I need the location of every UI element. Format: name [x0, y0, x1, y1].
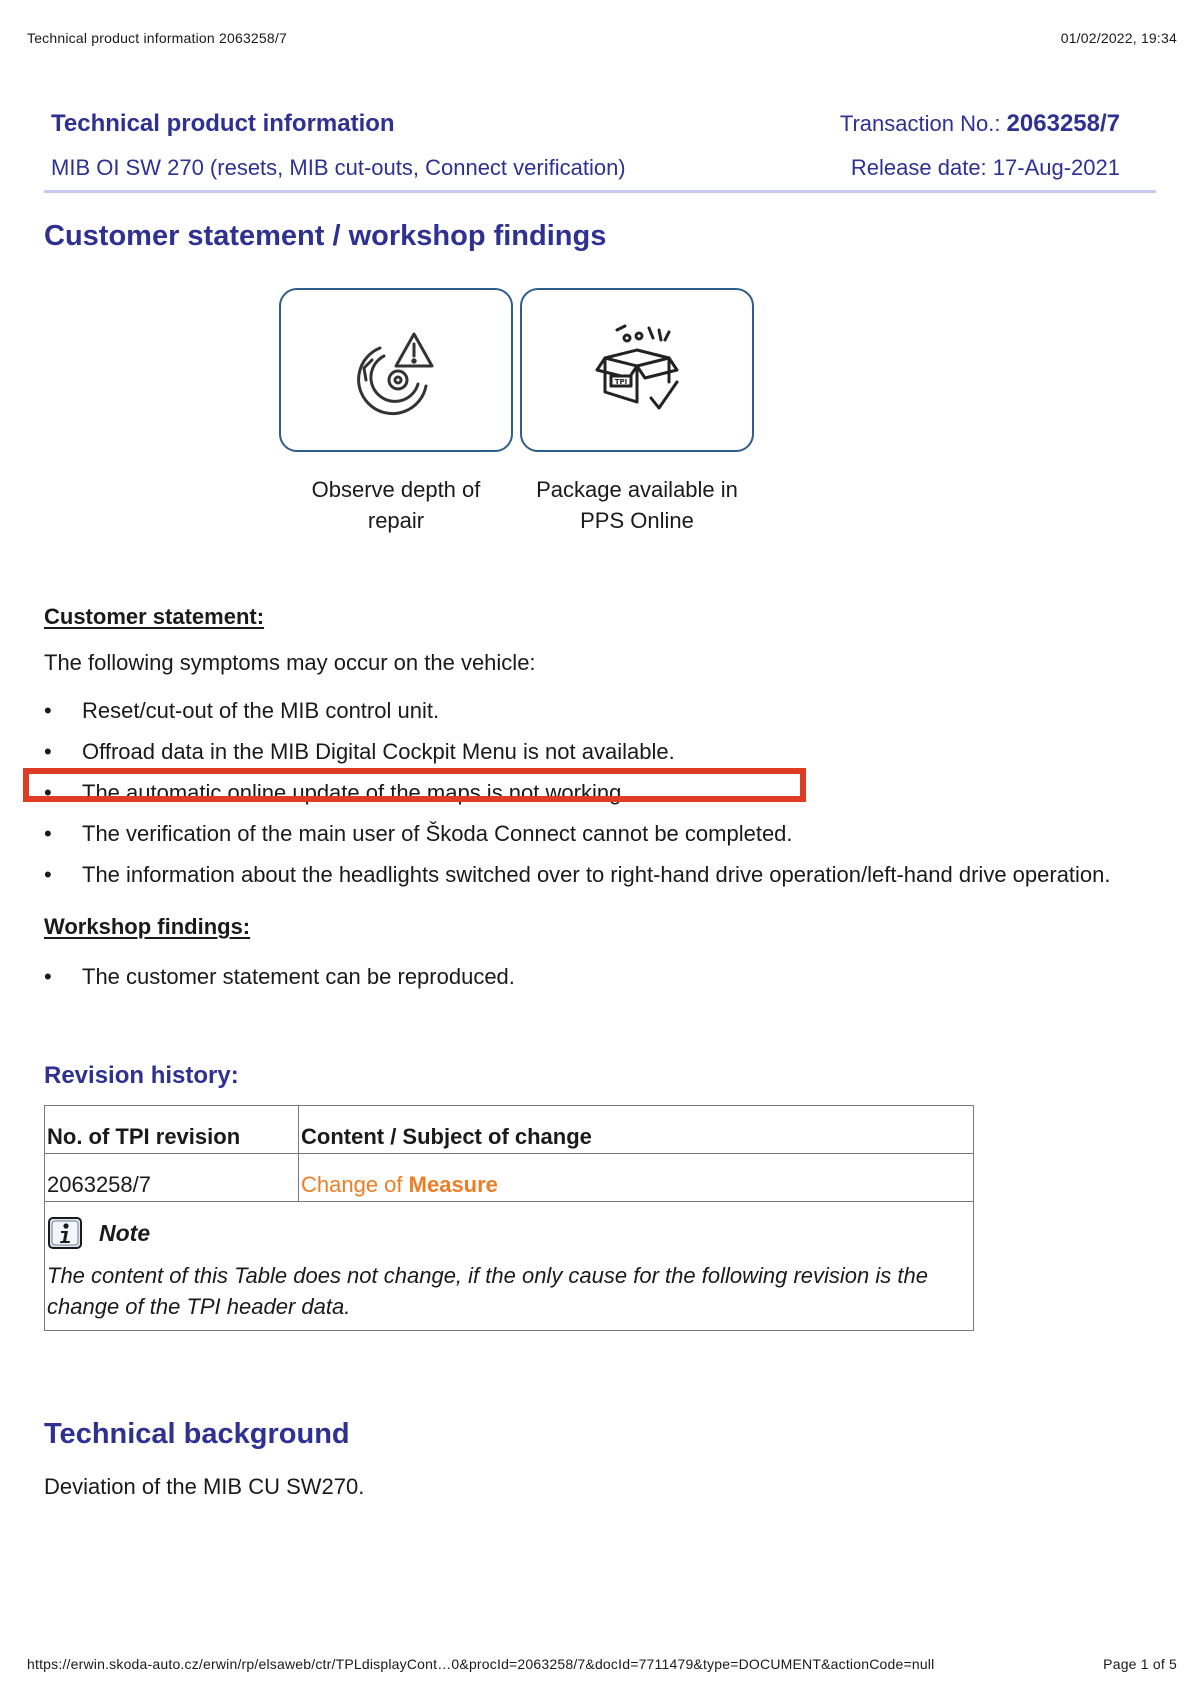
document-title: Technical product information: [51, 110, 395, 137]
print-footer-url[interactable]: https://erwin.skoda-auto.cz/erwin/rp/elsaweb/ctr/TPLdisplayCont…0&procId=2063258/7&docId=7711479&type=DOCUMENT&actionCode=null: [27, 1656, 935, 1672]
list-item: • Reset/cut-out of the MIB control unit.: [44, 696, 1111, 737]
tile-caption-line: PPS Online: [580, 508, 694, 533]
note-cell: [45, 1202, 974, 1331]
note-label: Note: [99, 1219, 151, 1246]
brake-warning-icon: [346, 320, 446, 420]
note-row: [45, 1202, 974, 1331]
findings-list: [44, 962, 515, 1003]
info-icon: [47, 1216, 83, 1250]
customer-statement-intro: The following symptoms may occur on the vehicle:: [44, 650, 536, 675]
note-text: The content of this Table does not change, if the only cause for the following revision is the change of the TPI header data.: [47, 1263, 928, 1319]
tile-caption-package: [517, 474, 757, 536]
section-title: Customer statement / workshop findings: [44, 220, 607, 252]
table-header-row: [45, 1106, 974, 1154]
column-header: No. of TPI revision: [45, 1106, 299, 1154]
technical-background-title: Technical background: [44, 1418, 350, 1450]
revision-table: [44, 1105, 974, 1331]
list-item: • The verification of the main user of Škoda Connect cannot be completed.: [44, 819, 1111, 860]
revision-number: 2063258/7: [45, 1154, 299, 1202]
technical-background-text: Deviation of the MIB CU SW270.: [44, 1474, 365, 1499]
transaction-value: 2063258/7: [1006, 110, 1120, 137]
workshop-findings-heading: Workshop findings:: [44, 914, 251, 939]
change-bold: Measure: [408, 1172, 498, 1197]
tile-caption-observe: [276, 474, 516, 536]
customer-statement-heading: Customer statement:: [44, 604, 265, 629]
print-header-datetime: 01/02/2022, 19:34: [1060, 30, 1177, 46]
tpi-package-icon: [587, 320, 687, 420]
change-subject: [299, 1154, 974, 1202]
transaction-number: [840, 110, 1120, 138]
tile-caption-line: Observe depth of: [311, 477, 481, 502]
note-header: [47, 1216, 971, 1250]
list-item: • The customer statement can be reproduced.: [44, 962, 515, 1003]
revision-history-title: Revision history:: [44, 1062, 239, 1089]
list-item: • The automatic online update of the maps is not working.: [44, 778, 1111, 819]
table-row: [45, 1154, 974, 1202]
document-subtitle: MIB OI SW 270 (resets, MIB cut-outs, Connect verification): [51, 155, 626, 180]
release-date: [851, 155, 1120, 181]
header-divider: [44, 190, 1156, 193]
column-header: Content / Subject of change: [299, 1106, 974, 1154]
list-item: • Offroad data in the MIB Digital Cockpit Menu is not available.: [44, 737, 1111, 778]
print-header-title: Technical product information 2063258/7: [27, 30, 287, 46]
transaction-label: Transaction No.:: [839, 111, 1007, 136]
highlight-box: [23, 768, 806, 802]
tile-caption-line: repair: [367, 508, 425, 533]
change-prefix: Change of: [301, 1172, 409, 1197]
release-label: Release date:: [850, 155, 993, 180]
tile-package-pps: [520, 288, 754, 452]
list-item: • The information about the headlights switched over to right-hand drive operation/left-hand drive operation.: [44, 860, 1111, 901]
tile-observe-depth: [279, 288, 513, 452]
release-value: 17-Aug-2021: [992, 155, 1120, 180]
tpi-label: TPI: [614, 378, 628, 386]
tile-caption-line: Package available in: [536, 477, 738, 502]
print-footer-page: Page 1 of 5: [1103, 1656, 1177, 1672]
